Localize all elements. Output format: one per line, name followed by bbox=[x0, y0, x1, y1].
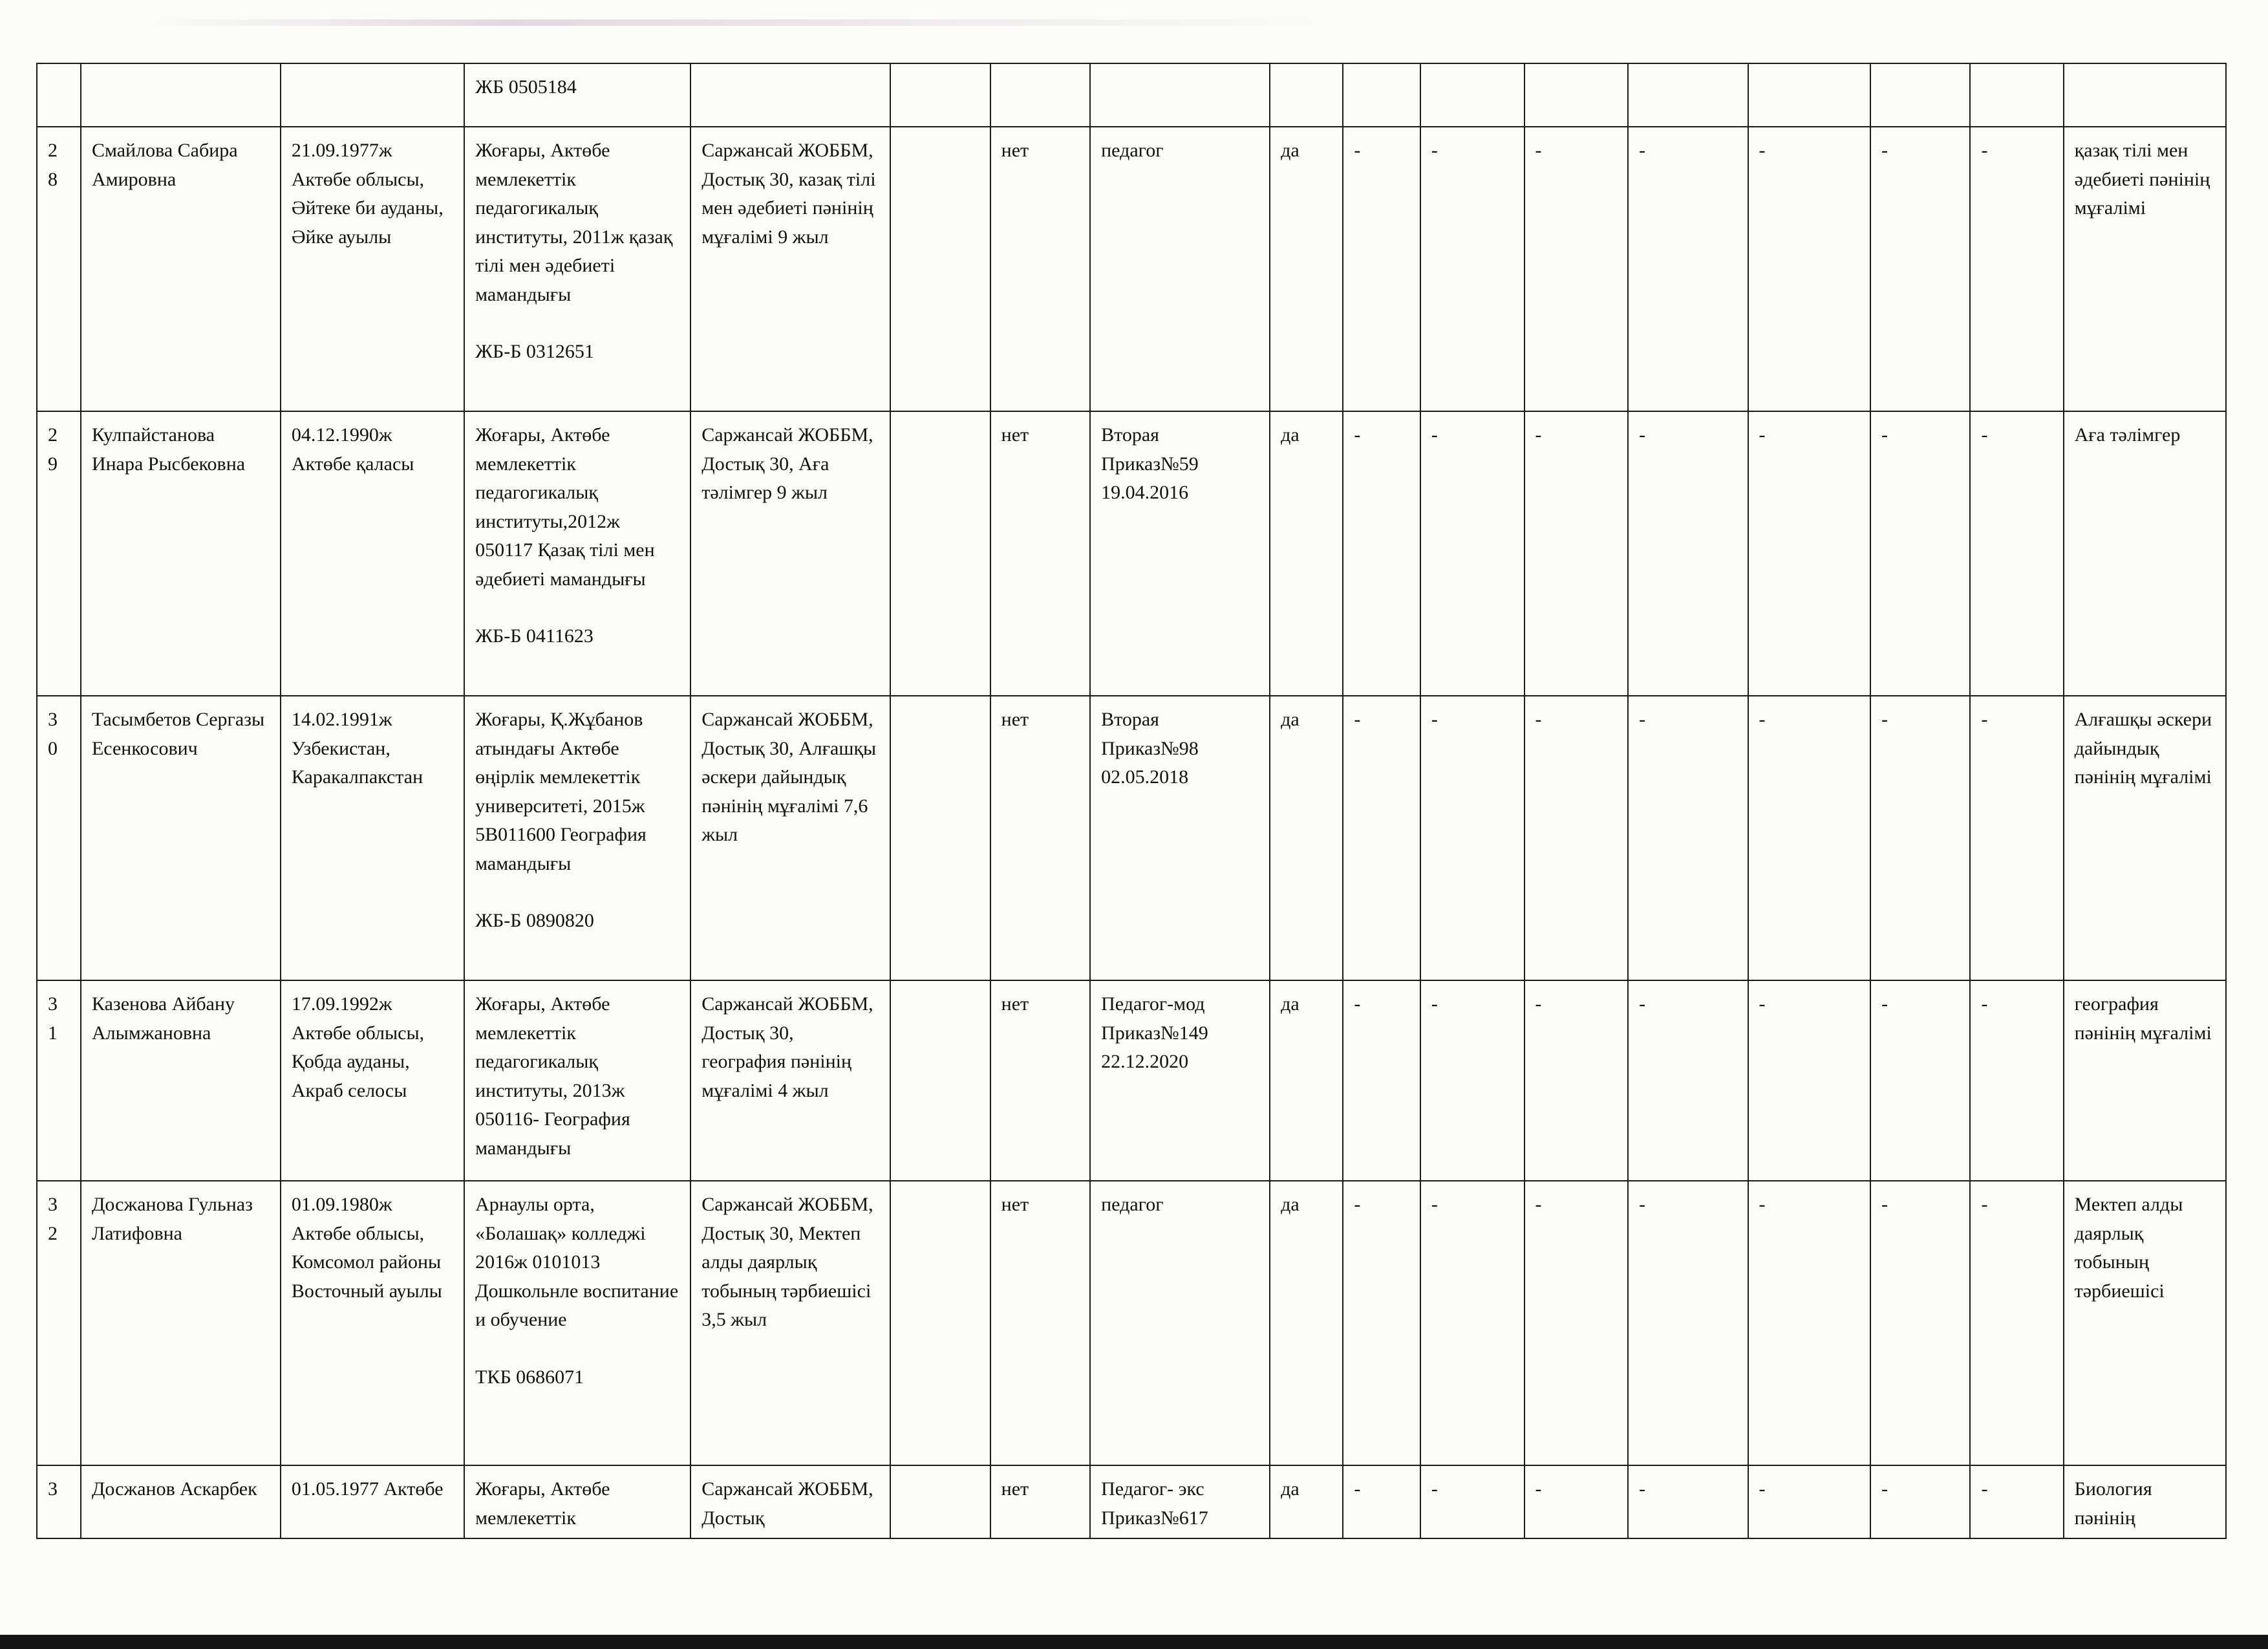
row-number-cell: 2 8 bbox=[37, 127, 81, 411]
dash-cell: - bbox=[1628, 1465, 1748, 1538]
dash-cell: - bbox=[1524, 1181, 1629, 1465]
dash-cell: - bbox=[1628, 1181, 1748, 1465]
full-name-cell: Казенова Айбану Алымжановна bbox=[81, 980, 281, 1181]
dash-cell bbox=[1970, 63, 2063, 127]
dash-cell: - bbox=[1628, 411, 1748, 696]
full-name-cell bbox=[81, 63, 281, 127]
table-body bbox=[37, 63, 2226, 1538]
birth-cell: 04.12.1990ж Актөбе қаласы bbox=[281, 411, 464, 696]
birth-cell: 01.05.1977 Актөбе bbox=[281, 1465, 464, 1538]
workplace-cell: Саржансай ЖОББМ, Достық 30, казақ тілі мен әдебиеті пәнінің мұғалімі 9 жыл bbox=[690, 127, 890, 411]
staff-table bbox=[36, 63, 2227, 1539]
table-row bbox=[37, 1465, 2226, 1538]
dash-cell: - bbox=[1420, 411, 1524, 696]
education-text: Жоғары, Актөбе мемлекеттік педагогикалық институты,2012ж 050117 Қазақ тілі мен әдебиеті мамандығы bbox=[475, 424, 655, 590]
birth-cell: 14.02.1991ж Узбекистан, Каракалпакстан bbox=[281, 696, 464, 980]
position-cell: Биология пәнінің bbox=[2064, 1465, 2226, 1538]
confirm-cell: да bbox=[1270, 127, 1343, 411]
dash-cell bbox=[1524, 63, 1629, 127]
certificate-text: ТКБ 0686071 bbox=[475, 1366, 584, 1388]
dash-cell: - bbox=[1343, 1465, 1420, 1538]
dash-cell: - bbox=[1343, 696, 1420, 980]
flag-cell bbox=[990, 63, 1090, 127]
row-number-cell: 3 2 bbox=[37, 1181, 81, 1465]
table-row bbox=[37, 63, 2226, 127]
workplace-cell: Саржансай ЖОББМ, Достық 30, Мектеп алды даярлық тобының тәрбиешісі 3,5 жыл bbox=[690, 1181, 890, 1465]
dash-cell: - bbox=[1343, 1181, 1420, 1465]
dash-cell: - bbox=[1628, 980, 1748, 1181]
row-number-cell bbox=[37, 63, 81, 127]
dash-cell: - bbox=[1870, 1181, 1970, 1465]
full-name-cell: Смайлова Сабира Амировна bbox=[81, 127, 281, 411]
confirm-cell: да bbox=[1270, 1181, 1343, 1465]
dash-cell: - bbox=[1420, 1181, 1524, 1465]
workplace-cell: Саржансай ЖОББМ, Достық bbox=[690, 1465, 890, 1538]
flag-cell: нет bbox=[990, 980, 1090, 1181]
education-text: Арнаулы орта, «Болашақ» колледжі 2016ж 0101013 Дошкольнле воспитание и обучение bbox=[475, 1194, 679, 1330]
scan-artifact bbox=[155, 19, 1319, 26]
education-cell bbox=[464, 127, 690, 411]
dash-cell: - bbox=[1628, 696, 1748, 980]
category-cell: Педагог- экс Приказ№617 bbox=[1090, 1465, 1270, 1538]
table-row bbox=[37, 127, 2226, 411]
dash-cell: - bbox=[1748, 1465, 1870, 1538]
dash-cell: - bbox=[1748, 696, 1870, 980]
certificate-text: ЖБ 0505184 bbox=[475, 76, 577, 98]
table-row bbox=[37, 1181, 2226, 1465]
education-cell bbox=[464, 63, 690, 127]
category-cell: Вторая Приказ№98 02.05.2018 bbox=[1090, 696, 1270, 980]
flag-cell: нет bbox=[990, 127, 1090, 411]
category-cell: педагог bbox=[1090, 1181, 1270, 1465]
dash-cell: - bbox=[1870, 696, 1970, 980]
table-row bbox=[37, 696, 2226, 980]
dash-cell: - bbox=[1970, 1465, 2063, 1538]
birth-cell bbox=[281, 63, 464, 127]
dash-cell: - bbox=[1748, 980, 1870, 1181]
dash-cell: - bbox=[1748, 127, 1870, 411]
empty-cell bbox=[890, 696, 990, 980]
row-number-cell: 2 9 bbox=[37, 411, 81, 696]
confirm-cell: да bbox=[1270, 980, 1343, 1181]
workplace-cell: Саржансай ЖОББМ, Достық 30, Аға тәлімгер 9 жыл bbox=[690, 411, 890, 696]
dash-cell: - bbox=[1970, 696, 2063, 980]
dash-cell: - bbox=[1420, 127, 1524, 411]
dash-cell: - bbox=[1524, 696, 1629, 980]
dash-cell: - bbox=[1870, 1465, 1970, 1538]
full-name-cell: Тасымбетов Сергазы Есенкосович bbox=[81, 696, 281, 980]
position-cell: қазақ тілі мен әдебиеті пәнінің мұғалімі bbox=[2064, 127, 2226, 411]
birth-cell: 17.09.1992ж Актөбе облысы, Қобда ауданы, Акраб селосы bbox=[281, 980, 464, 1181]
confirm-cell bbox=[1270, 63, 1343, 127]
flag-cell: нет bbox=[990, 411, 1090, 696]
table-row bbox=[37, 411, 2226, 696]
confirm-cell: да bbox=[1270, 696, 1343, 980]
row-number-cell: 3 bbox=[37, 1465, 81, 1538]
category-cell bbox=[1090, 63, 1270, 127]
empty-cell bbox=[890, 127, 990, 411]
empty-cell bbox=[890, 980, 990, 1181]
dash-cell: - bbox=[1970, 411, 2063, 696]
education-cell bbox=[464, 1465, 690, 1538]
dash-cell: - bbox=[1870, 980, 1970, 1181]
full-name-cell: Досжанов Аскарбек bbox=[81, 1465, 281, 1538]
confirm-cell: да bbox=[1270, 411, 1343, 696]
certificate-text: ЖБ-Б 0890820 bbox=[475, 910, 594, 931]
dash-cell: - bbox=[1748, 1181, 1870, 1465]
position-cell: Мектеп алды даярлық тобының тәрбиешісі bbox=[2064, 1181, 2226, 1465]
dash-cell bbox=[1343, 63, 1420, 127]
education-cell bbox=[464, 696, 690, 980]
flag-cell: нет bbox=[990, 1465, 1090, 1538]
row-number-cell: 3 1 bbox=[37, 980, 81, 1181]
position-cell: география пәнінің мұғалімі bbox=[2064, 980, 2226, 1181]
dash-cell bbox=[1628, 63, 1748, 127]
flag-cell: нет bbox=[990, 1181, 1090, 1465]
workplace-cell: Саржансай ЖОББМ, Достық 30, Алғашқы әскери дайындық пәнінің мұғалімі 7,6 жыл bbox=[690, 696, 890, 980]
table-row bbox=[37, 980, 2226, 1181]
workplace-cell: Саржансай ЖОББМ, Достық 30, география пәнінің мұғалімі 4 жыл bbox=[690, 980, 890, 1181]
education-cell bbox=[464, 980, 690, 1181]
education-text: Жоғары, Актөбе мемлекеттік bbox=[475, 1478, 610, 1529]
dash-cell: - bbox=[1970, 980, 2063, 1181]
dash-cell: - bbox=[1970, 1181, 2063, 1465]
dash-cell: - bbox=[1524, 411, 1629, 696]
dash-cell: - bbox=[1343, 127, 1420, 411]
empty-cell bbox=[890, 63, 990, 127]
dash-cell: - bbox=[1748, 411, 1870, 696]
dash-cell: - bbox=[1420, 696, 1524, 980]
education-text: Жоғары, Актөбе мемлекеттік педагогикалық институты, 2011ж қазақ тілі мен әдебиеті мамандығы bbox=[475, 140, 673, 305]
dash-cell: - bbox=[1524, 1465, 1629, 1538]
dash-cell: - bbox=[1420, 1465, 1524, 1538]
dash-cell bbox=[1748, 63, 1870, 127]
certificate-text: ЖБ-Б 0312651 bbox=[475, 341, 594, 362]
education-text: Жоғары, Актөбе мемлекеттік педагогикалық институты, 2013ж 050116- География мамандығы bbox=[475, 993, 630, 1159]
position-cell: Аға тәлімгер bbox=[2064, 411, 2226, 696]
dash-cell: - bbox=[1970, 127, 2063, 411]
position-cell bbox=[2064, 63, 2226, 127]
education-text: Жоғары, Қ.Жұбанов атындағы Актөбе өңірлік мемлекеттік университеті, 2015ж 5В011600 География мамандығы bbox=[475, 709, 647, 874]
dash-cell: - bbox=[1343, 411, 1420, 696]
full-name-cell: Кулпайстанова Инара Рысбековна bbox=[81, 411, 281, 696]
empty-cell bbox=[890, 1465, 990, 1538]
birth-cell: 01.09.1980ж Актөбе облысы, Комсомол районы Восточный ауылы bbox=[281, 1181, 464, 1465]
category-cell: Вторая Приказ№59 19.04.2016 bbox=[1090, 411, 1270, 696]
dash-cell: - bbox=[1628, 127, 1748, 411]
empty-cell bbox=[890, 411, 990, 696]
full-name-cell: Досжанова Гульназ Латифовна bbox=[81, 1181, 281, 1465]
dash-cell: - bbox=[1870, 127, 1970, 411]
flag-cell: нет bbox=[990, 696, 1090, 980]
dash-cell: - bbox=[1343, 980, 1420, 1181]
dash-cell: - bbox=[1870, 411, 1970, 696]
dash-cell bbox=[1870, 63, 1970, 127]
dash-cell: - bbox=[1524, 127, 1629, 411]
confirm-cell: да bbox=[1270, 1465, 1343, 1538]
dash-cell: - bbox=[1420, 980, 1524, 1181]
education-cell bbox=[464, 411, 690, 696]
category-cell: Педагог-мод Приказ№149 22.12.2020 bbox=[1090, 980, 1270, 1181]
dash-cell bbox=[1420, 63, 1524, 127]
empty-cell bbox=[890, 1181, 990, 1465]
birth-cell: 21.09.1977ж Актөбе облысы, Әйтеке би ауданы, Әйке ауылы bbox=[281, 127, 464, 411]
workplace-cell bbox=[690, 63, 890, 127]
category-cell: педагог bbox=[1090, 127, 1270, 411]
row-number-cell: 3 0 bbox=[37, 696, 81, 980]
dash-cell: - bbox=[1524, 980, 1629, 1181]
position-cell: Алғашқы әскери дайындық пәнінің мұғалімі bbox=[2064, 696, 2226, 980]
education-cell bbox=[464, 1181, 690, 1465]
scan-bottom-edge bbox=[0, 1635, 2268, 1649]
certificate-text: ЖБ-Б 0411623 bbox=[475, 625, 594, 647]
